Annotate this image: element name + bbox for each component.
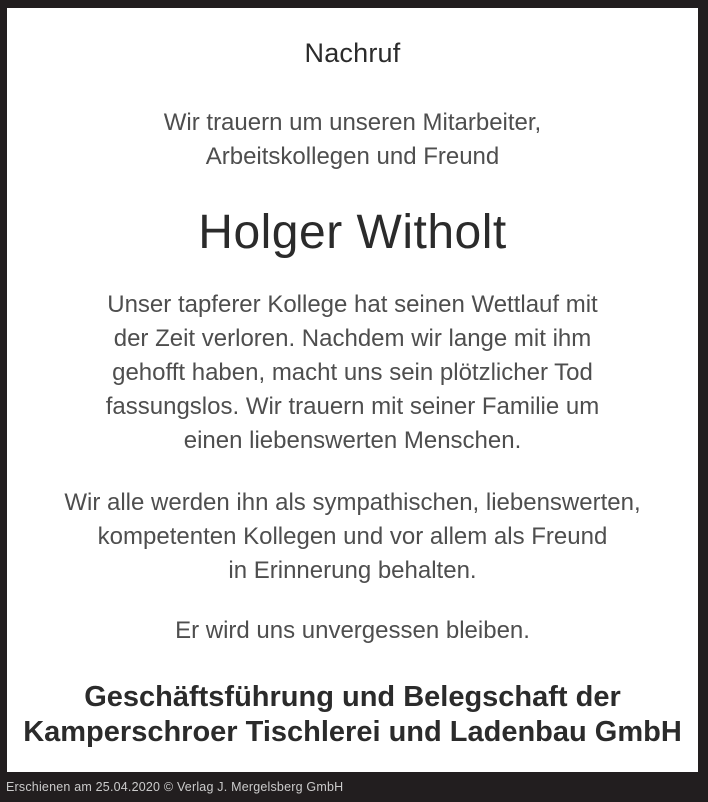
footer-bar bbox=[0, 772, 708, 802]
paragraph-line: in Erinnerung behalten. bbox=[228, 557, 477, 584]
paragraph-line: Unser tapferer Kollege hat seinen Wettlauf mit bbox=[107, 291, 598, 318]
signature-line: Kamperschroer Tischlerei und Ladenbau GmbH bbox=[23, 716, 682, 748]
intro-line: Arbeitskollegen und Freund bbox=[205, 143, 500, 170]
obituary-paragraph-2 bbox=[7, 486, 698, 588]
intro-text bbox=[7, 106, 698, 174]
signature-line: Geschäftsführung und Belegschaft der bbox=[84, 681, 621, 713]
paragraph-line: gehofft haben, macht uns sein plötzlicher Tod bbox=[112, 359, 593, 386]
deceased-name: Holger Witholt bbox=[198, 206, 507, 259]
paragraph-line: einen liebenswerten Menschen. bbox=[183, 427, 522, 454]
paragraph-line: Er wird uns unvergessen bleiben. bbox=[175, 617, 530, 644]
obituary-paragraph-1 bbox=[7, 288, 698, 458]
notice-heading: Nachruf bbox=[304, 38, 401, 68]
signature-block bbox=[7, 680, 698, 750]
paragraph-line: Wir alle werden ihn als sympathischen, liebenswerten, bbox=[64, 489, 641, 516]
paragraph-line: der Zeit verloren. Nachdem wir lange mit ihm bbox=[113, 325, 592, 352]
publication-credit: Erschienen am 25.04.2020 © Verlag J. Mergelsberg GmbH bbox=[6, 780, 344, 794]
obituary-paper bbox=[7, 8, 698, 772]
intro-line: Wir trauern um unseren Mitarbeiter, bbox=[163, 109, 542, 136]
remembrance-line bbox=[7, 614, 698, 648]
paragraph-line: fassungslos. Wir trauern mit seiner Familie um bbox=[105, 393, 600, 420]
paragraph-line: kompetenten Kollegen und vor allem als Freund bbox=[97, 523, 608, 550]
